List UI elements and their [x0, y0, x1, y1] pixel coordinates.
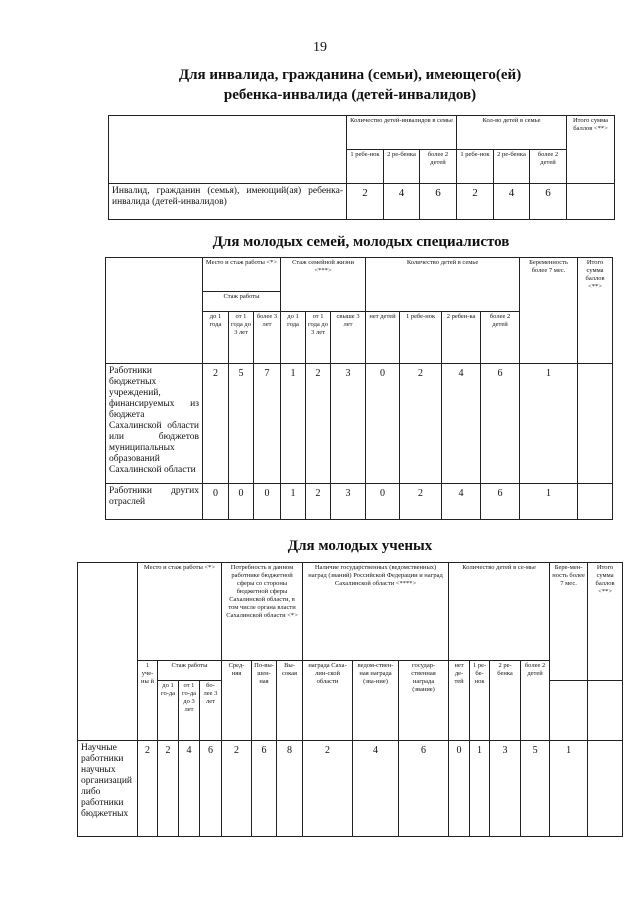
sub-header: до 1 го-да — [158, 681, 179, 741]
empty-header-cell — [106, 258, 203, 364]
value-cell: 2 — [158, 741, 179, 837]
row-label: Работники бюджетных учреждений, финансируемых из бюджета Сахалинской области или бюджетов муниципальных образований Сахалинской области — [106, 364, 203, 484]
sub-header: свыше 3 лет — [331, 312, 366, 364]
total-score-header: Итого сумма баллов <**> — [578, 258, 613, 364]
stazh-raboty-header: Стаж работы — [203, 292, 281, 312]
sub-header: По-вы-шен-ная — [252, 661, 277, 741]
empty-header-cell — [78, 563, 138, 741]
value-cell — [578, 364, 613, 484]
sub-header: более 2 детей — [530, 150, 567, 184]
total-score-header: Итого сумма баллов <**> — [567, 116, 615, 184]
page-number: 19 — [313, 40, 327, 55]
value-cell: 2 — [203, 364, 229, 484]
value-cell: 2 — [400, 364, 442, 484]
value-cell: 2 — [457, 184, 494, 220]
value-cell: 2 — [306, 484, 331, 520]
table-young-scientists — [77, 562, 623, 837]
value-cell: 4 — [353, 741, 399, 837]
sub-header: 1 ре-бе-нок — [470, 661, 490, 741]
sub-header: более 2 детей — [481, 312, 520, 364]
value-cell: 2 — [222, 741, 252, 837]
table-disabled-family — [108, 115, 615, 220]
sub-header: более 2 детей — [420, 150, 457, 184]
family-stazh-header: Стаж семейной жизни <***> — [281, 258, 366, 312]
sub-header: 2 ребен-ка — [442, 312, 481, 364]
value-cell: 1 — [550, 741, 588, 837]
value-cell: 2 — [347, 184, 384, 220]
sub-header: государ-ственная награда (звание) — [399, 661, 449, 741]
value-cell: 6 — [399, 741, 449, 837]
value-cell: 6 — [481, 484, 520, 520]
sub-header: до 1 года — [281, 312, 306, 364]
place-stazh-header: Место и стаж работы <*> — [138, 563, 222, 661]
value-cell: 4 — [494, 184, 530, 220]
section1-title-line1: Для инвалида, гражданина (семьи), имеющего(ей) — [178, 67, 522, 83]
sub-header: ведом-ствен-ная награда (зва-ние) — [353, 661, 399, 741]
group-disabled-children: Количество детей-инвалидов в семье — [347, 116, 457, 150]
place-stazh-header: Место и стаж работы <*> — [203, 258, 281, 292]
empty-cell — [550, 681, 588, 741]
value-cell: 6 — [420, 184, 457, 220]
value-cell: 0 — [254, 484, 281, 520]
need-header: Потребность в данном работнике бюджетной сферы со стороны бюджетной сферы Сахалинской области, в том числе органа власти Сахалинской области <*> — [222, 563, 303, 661]
value-cell: 6 — [252, 741, 277, 837]
value-cell: 1 — [470, 741, 490, 837]
value-cell: 4 — [384, 184, 420, 220]
value-cell: 5 — [521, 741, 550, 837]
children-count-header: Количество детей в се-мье — [449, 563, 550, 661]
value-cell: 6 — [200, 741, 222, 837]
value-cell — [567, 184, 615, 220]
value-cell: 3 — [490, 741, 521, 837]
section1-title-line2: ребенка-инвалида (детей-инвалидов) — [223, 87, 477, 103]
group-children-count: Кол-во детей в семье — [457, 116, 567, 150]
section2-title: Для молодых семей, молодых специалистов — [212, 234, 510, 250]
sub-header: награда Саха-лин-ской области — [303, 661, 353, 741]
sub-header: нет де-тей — [449, 661, 470, 741]
value-cell: 0 — [229, 484, 254, 520]
sub-header: 2 ре-бенка — [490, 661, 521, 741]
value-cell: 0 — [203, 484, 229, 520]
value-cell: 1 — [281, 364, 306, 484]
sub-header: 1 ребе-нок — [347, 150, 384, 184]
value-cell: 8 — [277, 741, 303, 837]
value-cell: 3 — [331, 364, 366, 484]
value-cell: 2 — [400, 484, 442, 520]
pregnancy-header: Беременность более 7 мес. — [520, 258, 578, 364]
value-cell: 7 — [254, 364, 281, 484]
value-cell: 5 — [229, 364, 254, 484]
sub-header: Сред-няя — [222, 661, 252, 741]
value-cell: 0 — [366, 364, 400, 484]
value-cell: 4 — [442, 484, 481, 520]
value-cell: 6 — [481, 364, 520, 484]
sub-header: 2 ре-бенка — [384, 150, 420, 184]
children-count-header: Количество детей в семье — [366, 258, 520, 312]
value-cell: 6 — [530, 184, 567, 220]
value-cell — [588, 741, 623, 837]
sub-header: 1 ребе-нок — [457, 150, 494, 184]
value-cell: 0 — [449, 741, 470, 837]
section3-title: Для молодых ученых — [287, 538, 433, 554]
row-label: Научные работники научных организаций либо работники бюджетных — [78, 741, 138, 837]
value-cell: 1 — [281, 484, 306, 520]
sub-header: Вы-сокая — [277, 661, 303, 741]
total-score-header: Итого сумма баллов <**> — [588, 563, 623, 681]
value-cell: 3 — [331, 484, 366, 520]
awards-header: Наличие государственных (ведомственных) наград (званий) Российской Федерации и наград Сахалинской области <****> — [303, 563, 449, 661]
sub-header: нет детей — [366, 312, 400, 364]
value-cell: 0 — [366, 484, 400, 520]
value-cell: 1 — [520, 364, 578, 484]
empty-header-cell — [109, 116, 347, 184]
uchenyi-header: 1 уче-ны й — [138, 661, 158, 741]
value-cell: 4 — [442, 364, 481, 484]
sub-header: до 1 года — [203, 312, 229, 364]
sub-header: 2 ре-бенка — [494, 150, 530, 184]
value-cell: 2 — [138, 741, 158, 837]
value-cell: 2 — [306, 364, 331, 484]
value-cell: 4 — [179, 741, 200, 837]
stazh-raboty-header: Стаж работы — [158, 661, 222, 681]
empty-cell — [588, 681, 623, 741]
sub-header: от 1 года до 3 лет — [229, 312, 254, 364]
sub-header: от 1 го-да до 3 лет — [179, 681, 200, 741]
value-cell — [578, 484, 613, 520]
sub-header: более 3 лет — [254, 312, 281, 364]
sub-header: бо-лее 3 лет — [200, 681, 222, 741]
table-young-families — [105, 257, 613, 520]
row-label: Работники других отраслей — [106, 484, 203, 520]
pregnancy-header: Бере-мен-ность более 7 мес. — [550, 563, 588, 681]
row-label: Инвалид, гражданин (семья), имеющий(ая) ребенка-инвалида (детей-инвалидов) — [109, 184, 347, 220]
value-cell: 1 — [520, 484, 578, 520]
sub-header: 1 ребе-нок — [400, 312, 442, 364]
value-cell: 2 — [303, 741, 353, 837]
sub-header: от 1 года до 3 лет — [306, 312, 331, 364]
sub-header: более 2 детей — [521, 661, 550, 741]
